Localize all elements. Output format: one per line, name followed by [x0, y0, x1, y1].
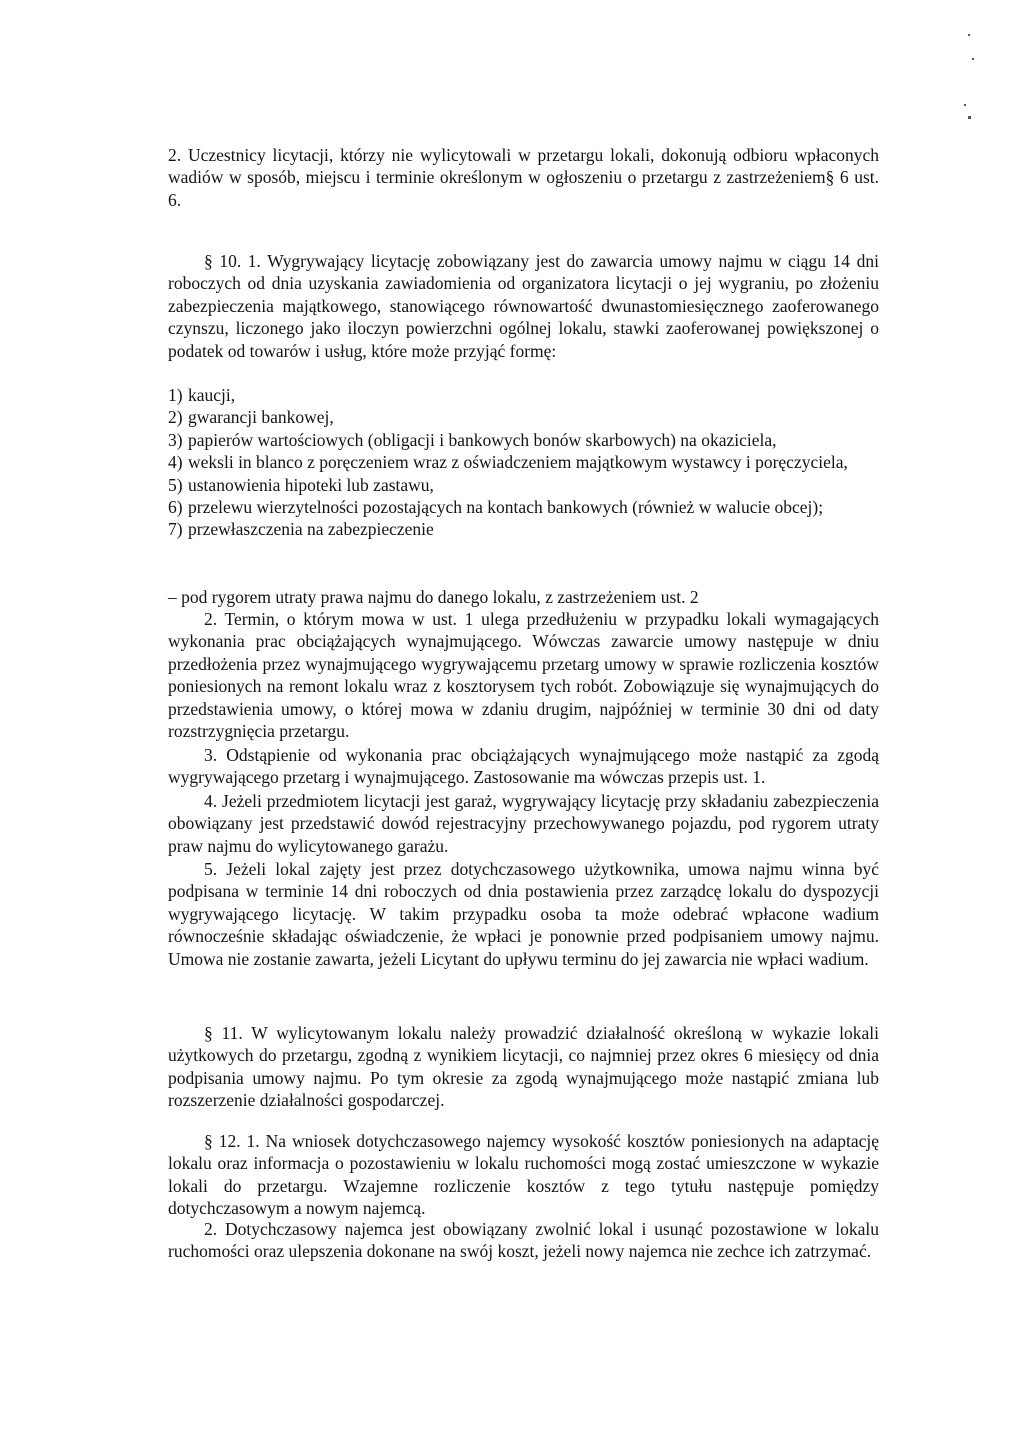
security-forms-list [168, 384, 879, 541]
scan-speckle [972, 58, 974, 60]
scan-speckle [968, 34, 970, 36]
list-item-number: 4) [168, 452, 183, 473]
list-item-number: 5) [168, 474, 183, 495]
list-item-text: kaucji, [188, 385, 236, 405]
list-item-text: przelewu wierzytelności pozostających na kontach bankowych (również w walucie obcej); [188, 497, 824, 518]
paragraph-10-1: § 10. 1. Wygrywający licytację zobowiązany jest do zawarcia umowy najmu w ciągu 14 dni roboczych od dnia uzyskania zawiadomienia od organizatora licytacji o jej wygraniu, po złożeniu zabezpieczenia majątkowego, stanowiącego równowartość dwunastomiesięcznego zaoferowanego czynszu, liczonego jako iloczyn powierzchni ogólnej lokalu, stawki zaoferowanej powiększonej o podatek od towarów i usług, które może przyjąć formę: [168, 251, 879, 361]
list-item-text: papierów wartościowych (obligacji i bankowych bonów skarbowych) na okaziciela, [188, 429, 777, 450]
paragraph-11: § 11. W wylicytowanym lokalu należy prowadzić działalność określoną w wykazie lokali użytkowych do przetargu, zgodną z wynikiem licytacji, co najmniej przez okres 6 miesięcy od dnia podpisania umowy najmu. Po tym okresie za zgodą wynajmującego może nastąpić zmiana lub rozszerzenie działalności gospodarczej. [168, 1023, 879, 1111]
list-item [168, 406, 879, 428]
scan-speckle [964, 104, 966, 106]
list-item-text: gwarancji bankowej, [188, 407, 334, 428]
list-item [168, 518, 879, 540]
paragraph-12-1: § 12. 1. Na wniosek dotychczasowego najemcy wysokość kosztów poniesionych na adaptację lokalu oraz informacja o pozostawieniu w lokalu ruchomości mogą zostać umieszczone w wykazie lokali do przetargu. Wzajemne rozliczenie kosztów z tego tytułu następuje pomiędzy dotychczasowym a nowym najemcą. [168, 1131, 879, 1219]
paragraph-10-3: 3. Odstąpienie od wykonania prac obciążających wynajmującego może nastąpić za zgodą wygrywającego przetarg i wynajmującego. Zastosowanie ma wówczas przepis ust. 1. [168, 745, 879, 788]
list-item-text: przewłaszczenia na zabezpieczenie [188, 519, 434, 540]
list-item [168, 451, 879, 473]
list-item [168, 429, 879, 451]
list-item-number: 6) [168, 497, 183, 518]
paragraph-10-2: 2. Termin, o którym mowa w ust. 1 ulega przedłużeniu w przypadku lokali wymagających wykonania prac obciążających wynajmującego. Wówczas zawarcie umowy następuje w dniu przedłożenia przez wynajmującego wygrywającemu przetarg umowy w sprawie rozliczenia kosztów poniesionych na remont lokalu wraz z kosztorysem tych robót. Zobowiązuje się wynajmujących do przedstawienia umowy, o której mowa w zdaniu drugim, najpóźniej w terminie 30 dni od daty rozstrzygnięcia przetargu. [168, 609, 879, 742]
paragraph-9-2: 2. Uczestnicy licytacji, którzy nie wylicytowali w przetargu lokali, dokonują odbioru wpłaconych wadiów w sposób, miejscu i terminie określonym w ogłoszeniu o przetargu z zastrzeżeniem§ 6 ust. 6. [168, 145, 879, 210]
list-item-text: weksli in blanco z poręczeniem wraz z oświadczeniem majątkowym wystawcy i poręczyciela, [188, 452, 848, 473]
list-item [168, 474, 879, 496]
list-item-number: 1) [168, 385, 183, 405]
list-item [168, 496, 879, 518]
paragraph-10-5: 5. Jeżeli lokal zajęty jest przez dotychczasowego użytkownika, umowa najmu winna być podpisana w terminie 14 dni roboczych od dnia postawienia przez zarządcę lokalu do dyspozycji wygrywającego licytację. W takim przypadku osoba ta może odebrać wpłacone wadium równocześnie składając oświadczenie, że wpłaci je ponownie przed podpisaniem umowy najmu. Umowa nie zostanie zawarta, jeżeli Licytant do upływu terminu do jej zawarcia nie wpłaci wadium. [168, 859, 879, 969]
list-item-text: ustanowienia hipoteki lub zastawu, [188, 474, 434, 495]
list-item-number: 2) [168, 407, 183, 428]
list-item [168, 384, 879, 406]
list-item-number: 7) [168, 519, 183, 540]
list-item-number: 3) [168, 429, 183, 450]
condition-dash-line: – pod rygorem utraty prawa najmu do danego lokalu, z zastrzeżeniem ust. 2 [168, 587, 699, 607]
scan-speckle [968, 116, 971, 119]
paragraph-10-4: 4. Jeżeli przedmiotem licytacji jest garaż, wygrywający licytację przy składaniu zabezpieczenia obowiązany jest przedstawić dowód rejestracyjny przechowywanego pojazdu, pod rygorem utraty praw najmu do wylicytowanego garażu. [168, 791, 879, 856]
paragraph-12-2: 2. Dotychczasowy najemca jest obowiązany zwolnić lokal i usunąć pozostawione w lokalu ruchomości oraz ulepszenia dokonane na swój koszt, jeżeli nowy najemca nie zechce ich zatrzymać. [168, 1219, 879, 1262]
